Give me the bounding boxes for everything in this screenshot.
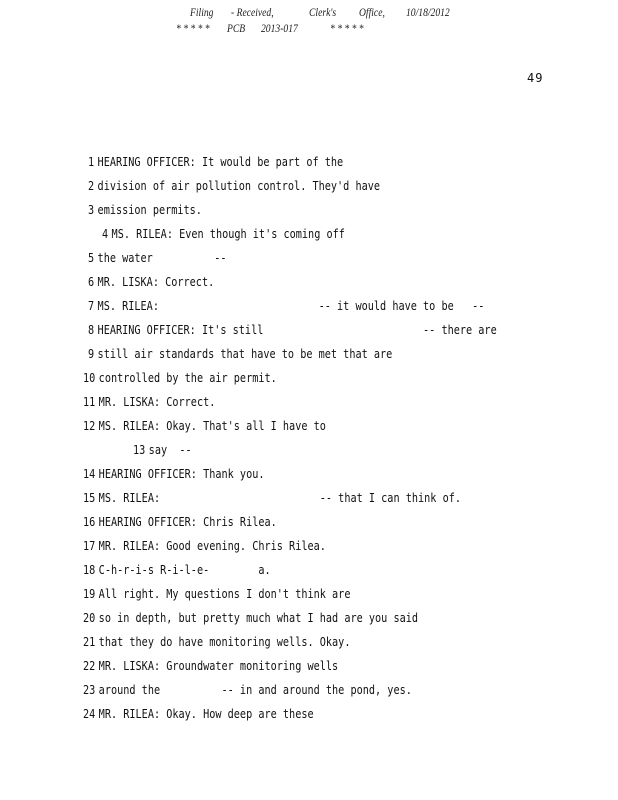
transcript-line: [83, 467, 265, 481]
line-number: 11: [83, 395, 96, 409]
transcript-line: [83, 395, 215, 409]
transcript-line: [83, 611, 418, 625]
transcript-line: [83, 635, 350, 649]
line-number: 15: [83, 491, 96, 505]
line-number: 24: [83, 707, 96, 721]
transcript-line: [88, 347, 392, 361]
transcript-line: [83, 587, 350, 601]
line-text: MR. LISKA: Groundwater monitoring wells: [98, 659, 339, 673]
line-number: 4: [102, 227, 109, 241]
transcript-line: [88, 179, 380, 193]
line-number: 14: [83, 467, 96, 481]
transcript-line: [83, 539, 326, 553]
transcript-line: [88, 203, 202, 217]
line-number: 8: [88, 323, 95, 337]
line-number: 13: [133, 443, 146, 457]
filing-label: Filing: [190, 5, 214, 19]
line-number: 17: [83, 539, 96, 553]
line-text: division of air pollution control. They'd have: [97, 179, 381, 193]
transcript-line: [83, 683, 412, 697]
transcript-line: [88, 155, 343, 169]
line-number: 23: [83, 683, 96, 697]
docket-number: 2013-017: [261, 21, 298, 35]
line-text: MR. LISKA: Correct.: [97, 275, 215, 289]
received-label: - Received,: [231, 5, 274, 19]
line-number: 20: [83, 611, 96, 625]
transcript-line: [83, 707, 314, 721]
line-number: 10: [83, 371, 96, 385]
line-text: the water --: [97, 251, 227, 265]
transcript-line: [102, 227, 345, 241]
clerks-label: Clerk's: [309, 5, 337, 19]
line-number: 5: [88, 251, 95, 265]
line-number: 22: [83, 659, 96, 673]
line-text: MR. RILEA: Good evening. Chris Rilea.: [98, 539, 326, 553]
line-number: 19: [83, 587, 96, 601]
transcript-line: [88, 323, 497, 337]
line-text: MR. RILEA: Okay. How deep are these: [98, 707, 314, 721]
line-text: MS. RILEA: -- that I can think of.: [98, 491, 462, 505]
transcript-line: [83, 515, 277, 529]
stars-right: * * * * *: [330, 21, 364, 35]
line-text: MS. RILEA: Even though it's coming off: [111, 227, 345, 241]
line-number: 21: [83, 635, 96, 649]
line-number: 6: [88, 275, 95, 289]
line-number: 7: [88, 299, 95, 313]
line-number: 1: [88, 155, 95, 169]
line-text: MR. LISKA: Correct.: [98, 395, 216, 409]
stars-left: * * * * *: [176, 21, 210, 35]
page-number: 49: [527, 71, 544, 85]
line-text: HEARING OFFICER: Thank you.: [98, 467, 265, 481]
filing-date: 10/18/2012: [406, 5, 450, 19]
line-text: emission permits.: [97, 203, 202, 217]
line-text: so in depth, but pretty much what I had are you said: [98, 611, 419, 625]
transcript-line: [83, 419, 326, 433]
pcb-label: PCB: [227, 21, 246, 35]
line-text: controlled by the air permit.: [98, 371, 277, 385]
line-number: 9: [88, 347, 95, 361]
line-text: MS. RILEA: Okay. That's all I have to: [98, 419, 326, 433]
transcript-line: [88, 251, 227, 265]
line-number: 2: [88, 179, 95, 193]
line-text: C-h-r-i-s R-i-l-e- a.: [98, 563, 271, 577]
line-text: HEARING OFFICER: Chris Rilea.: [98, 515, 277, 529]
transcript-line: [83, 491, 461, 505]
line-text: around the -- in and around the pond, yes.: [98, 683, 412, 697]
line-text: HEARING OFFICER: It would be part of the: [97, 155, 344, 169]
line-text: All right. My questions I don't think are: [98, 587, 351, 601]
line-number: 16: [83, 515, 96, 529]
line-number: 12: [83, 419, 96, 433]
line-text: say --: [148, 443, 192, 457]
transcript-line: [133, 443, 192, 457]
transcript-line: [88, 299, 484, 313]
line-text: MS. RILEA: -- it would have to be --: [97, 299, 485, 313]
line-number: 18: [83, 563, 96, 577]
office-label: Office,: [359, 5, 385, 19]
transcript-line: [83, 563, 271, 577]
line-text: HEARING OFFICER: It's still -- there are: [97, 323, 497, 337]
line-text: still air standards that have to be met that are: [97, 347, 393, 361]
transcript-line: [83, 371, 277, 385]
transcript-line: [83, 659, 338, 673]
line-text: that they do have monitoring wells. Okay.: [98, 635, 351, 649]
line-number: 3: [88, 203, 95, 217]
transcript-line: [88, 275, 214, 289]
